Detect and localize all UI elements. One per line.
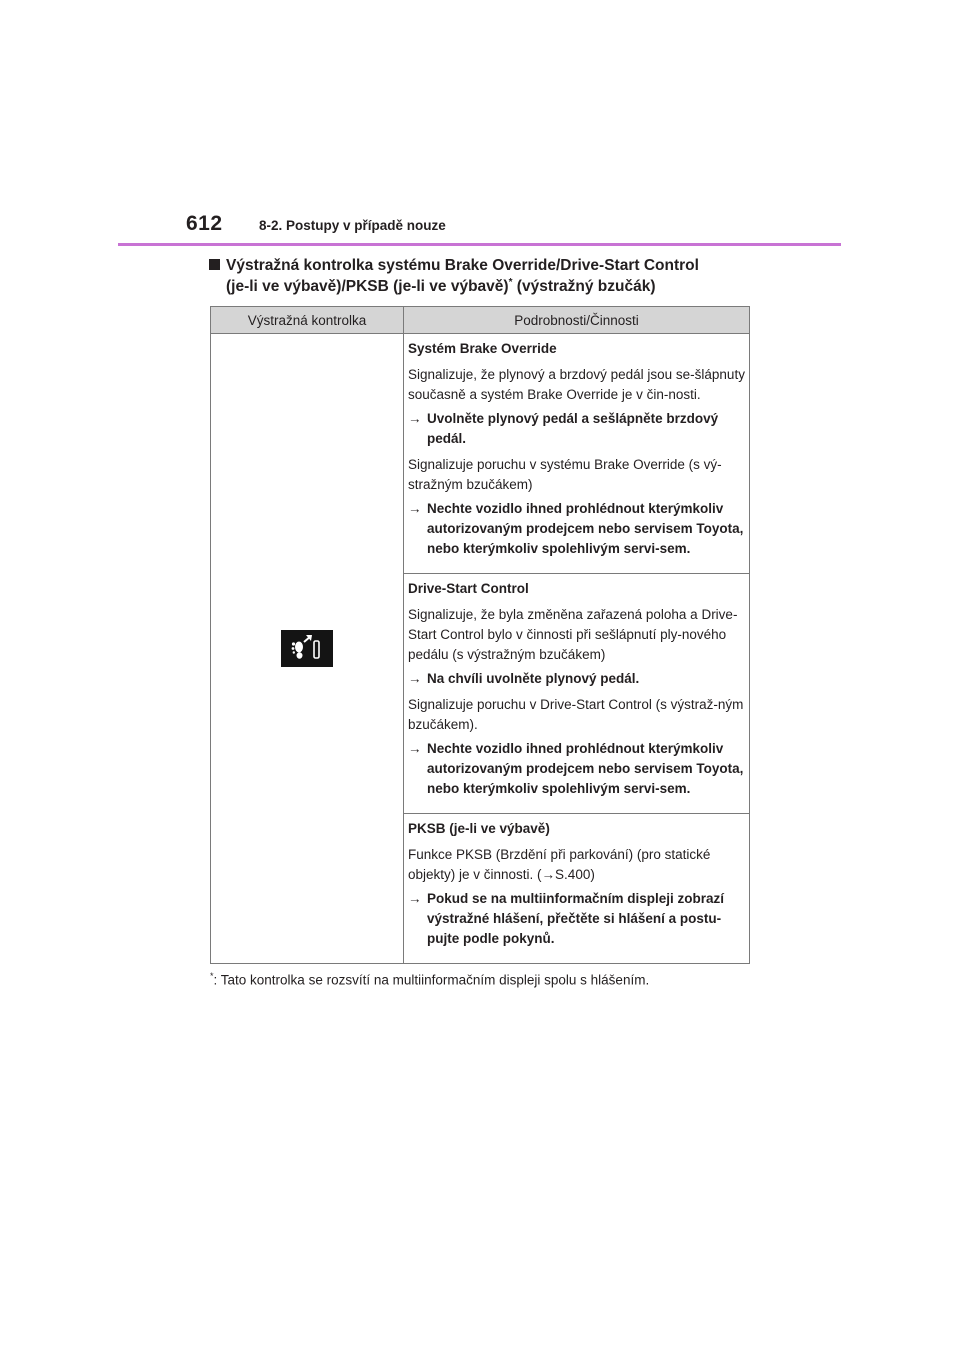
detail-title: Systém Brake Override	[408, 341, 557, 356]
arrow-icon: →	[408, 671, 422, 686]
detail-pksb	[404, 814, 750, 964]
detail-action-text: Uvolněte plynový pedál a sešlápněte brzdový pedál.	[427, 411, 719, 446]
table-row	[211, 334, 750, 574]
section-label: 8-2. Postupy v případě nouze	[259, 218, 446, 233]
detail-text: Signalizuje, že byla změněna zařazená poloha a Drive-Start Control bylo v činnosti při sešlápnutí ply-nového pedálu (s výstražným bzučákem)	[408, 607, 738, 662]
table-header-row	[211, 307, 750, 334]
brake-override-warning-icon	[281, 630, 333, 667]
footnote-mark: *	[210, 971, 214, 981]
heading-footnote-mark: *	[508, 276, 513, 288]
lamp-cell	[211, 334, 404, 964]
detail-action-text: Pokud se na multiinformačním displeji zobrazí výstražné hlášení, přečtěte si hlášení a postu-pujte podle pokynů.	[427, 891, 725, 946]
arrow-icon: →	[408, 501, 422, 516]
detail-action-text: Nechte vozidlo ihned prohlédnout kterýmkoliv autorizovaným prodejcem nebo servisem Toyota, nebo kterýmkoliv spolehlivým servi-sem.	[427, 741, 744, 796]
arrow-icon: →	[408, 411, 422, 426]
detail-drive-start-control	[404, 574, 750, 814]
detail-title: PKSB (je-li ve výbavě)	[408, 821, 550, 836]
detail-action	[408, 409, 746, 449]
heading-line1: Výstražná kontrolka systému Brake Override/Drive-Start Control	[226, 257, 699, 274]
detail-action	[408, 739, 746, 799]
header-details: Podrobnosti/Činnosti	[404, 307, 750, 334]
detail-brake-override	[404, 334, 750, 574]
header-rule	[118, 243, 841, 246]
detail-title: Drive-Start Control	[408, 581, 529, 596]
heading-bullet	[209, 259, 220, 270]
detail-action	[408, 669, 746, 689]
detail-text: Funkce PKSB (Brzdění při parkování) (pro statické objekty) je v činnosti. (→S.400)	[408, 847, 711, 882]
warning-table	[210, 306, 750, 964]
header-lamp: Výstražná kontrolka	[211, 307, 404, 334]
footnote-text: : Tato kontrolka se rozsvítí na multiinformačním displeji spolu s hlášením.	[213, 972, 650, 988]
page-number: 612	[186, 212, 223, 235]
detail-action-text: Na chvíli uvolněte plynový pedál.	[427, 671, 640, 686]
footnote	[210, 971, 649, 988]
arrow-icon: →	[408, 741, 422, 756]
section-heading	[209, 255, 769, 297]
detail-text: Signalizuje poruchu v Drive-Start Control (s výstraž-ným bzučákem).	[408, 697, 744, 732]
heading-line2	[209, 276, 769, 297]
detail-action-text: Nechte vozidlo ihned prohlédnout kterýmkoliv autorizovaným prodejcem nebo servisem Toyota, nebo kterýmkoliv spolehlivým servi-sem.	[427, 501, 744, 556]
detail-action	[408, 889, 746, 949]
detail-text: Signalizuje poruchu v systému Brake Override (s vý-stražným bzučákem)	[408, 457, 722, 492]
detail-text: Signalizuje, že plynový a brzdový pedál jsou se-šlápnuty současně a systém Brake Override je v čin-nosti.	[408, 367, 745, 402]
detail-action	[408, 499, 746, 559]
arrow-icon: →	[408, 891, 422, 906]
heading-line2-a: (je-li ve výbavě)/PKSB (je-li ve výbavě)	[226, 278, 509, 295]
heading-line2-b: (výstražný bzučák)	[512, 278, 656, 295]
